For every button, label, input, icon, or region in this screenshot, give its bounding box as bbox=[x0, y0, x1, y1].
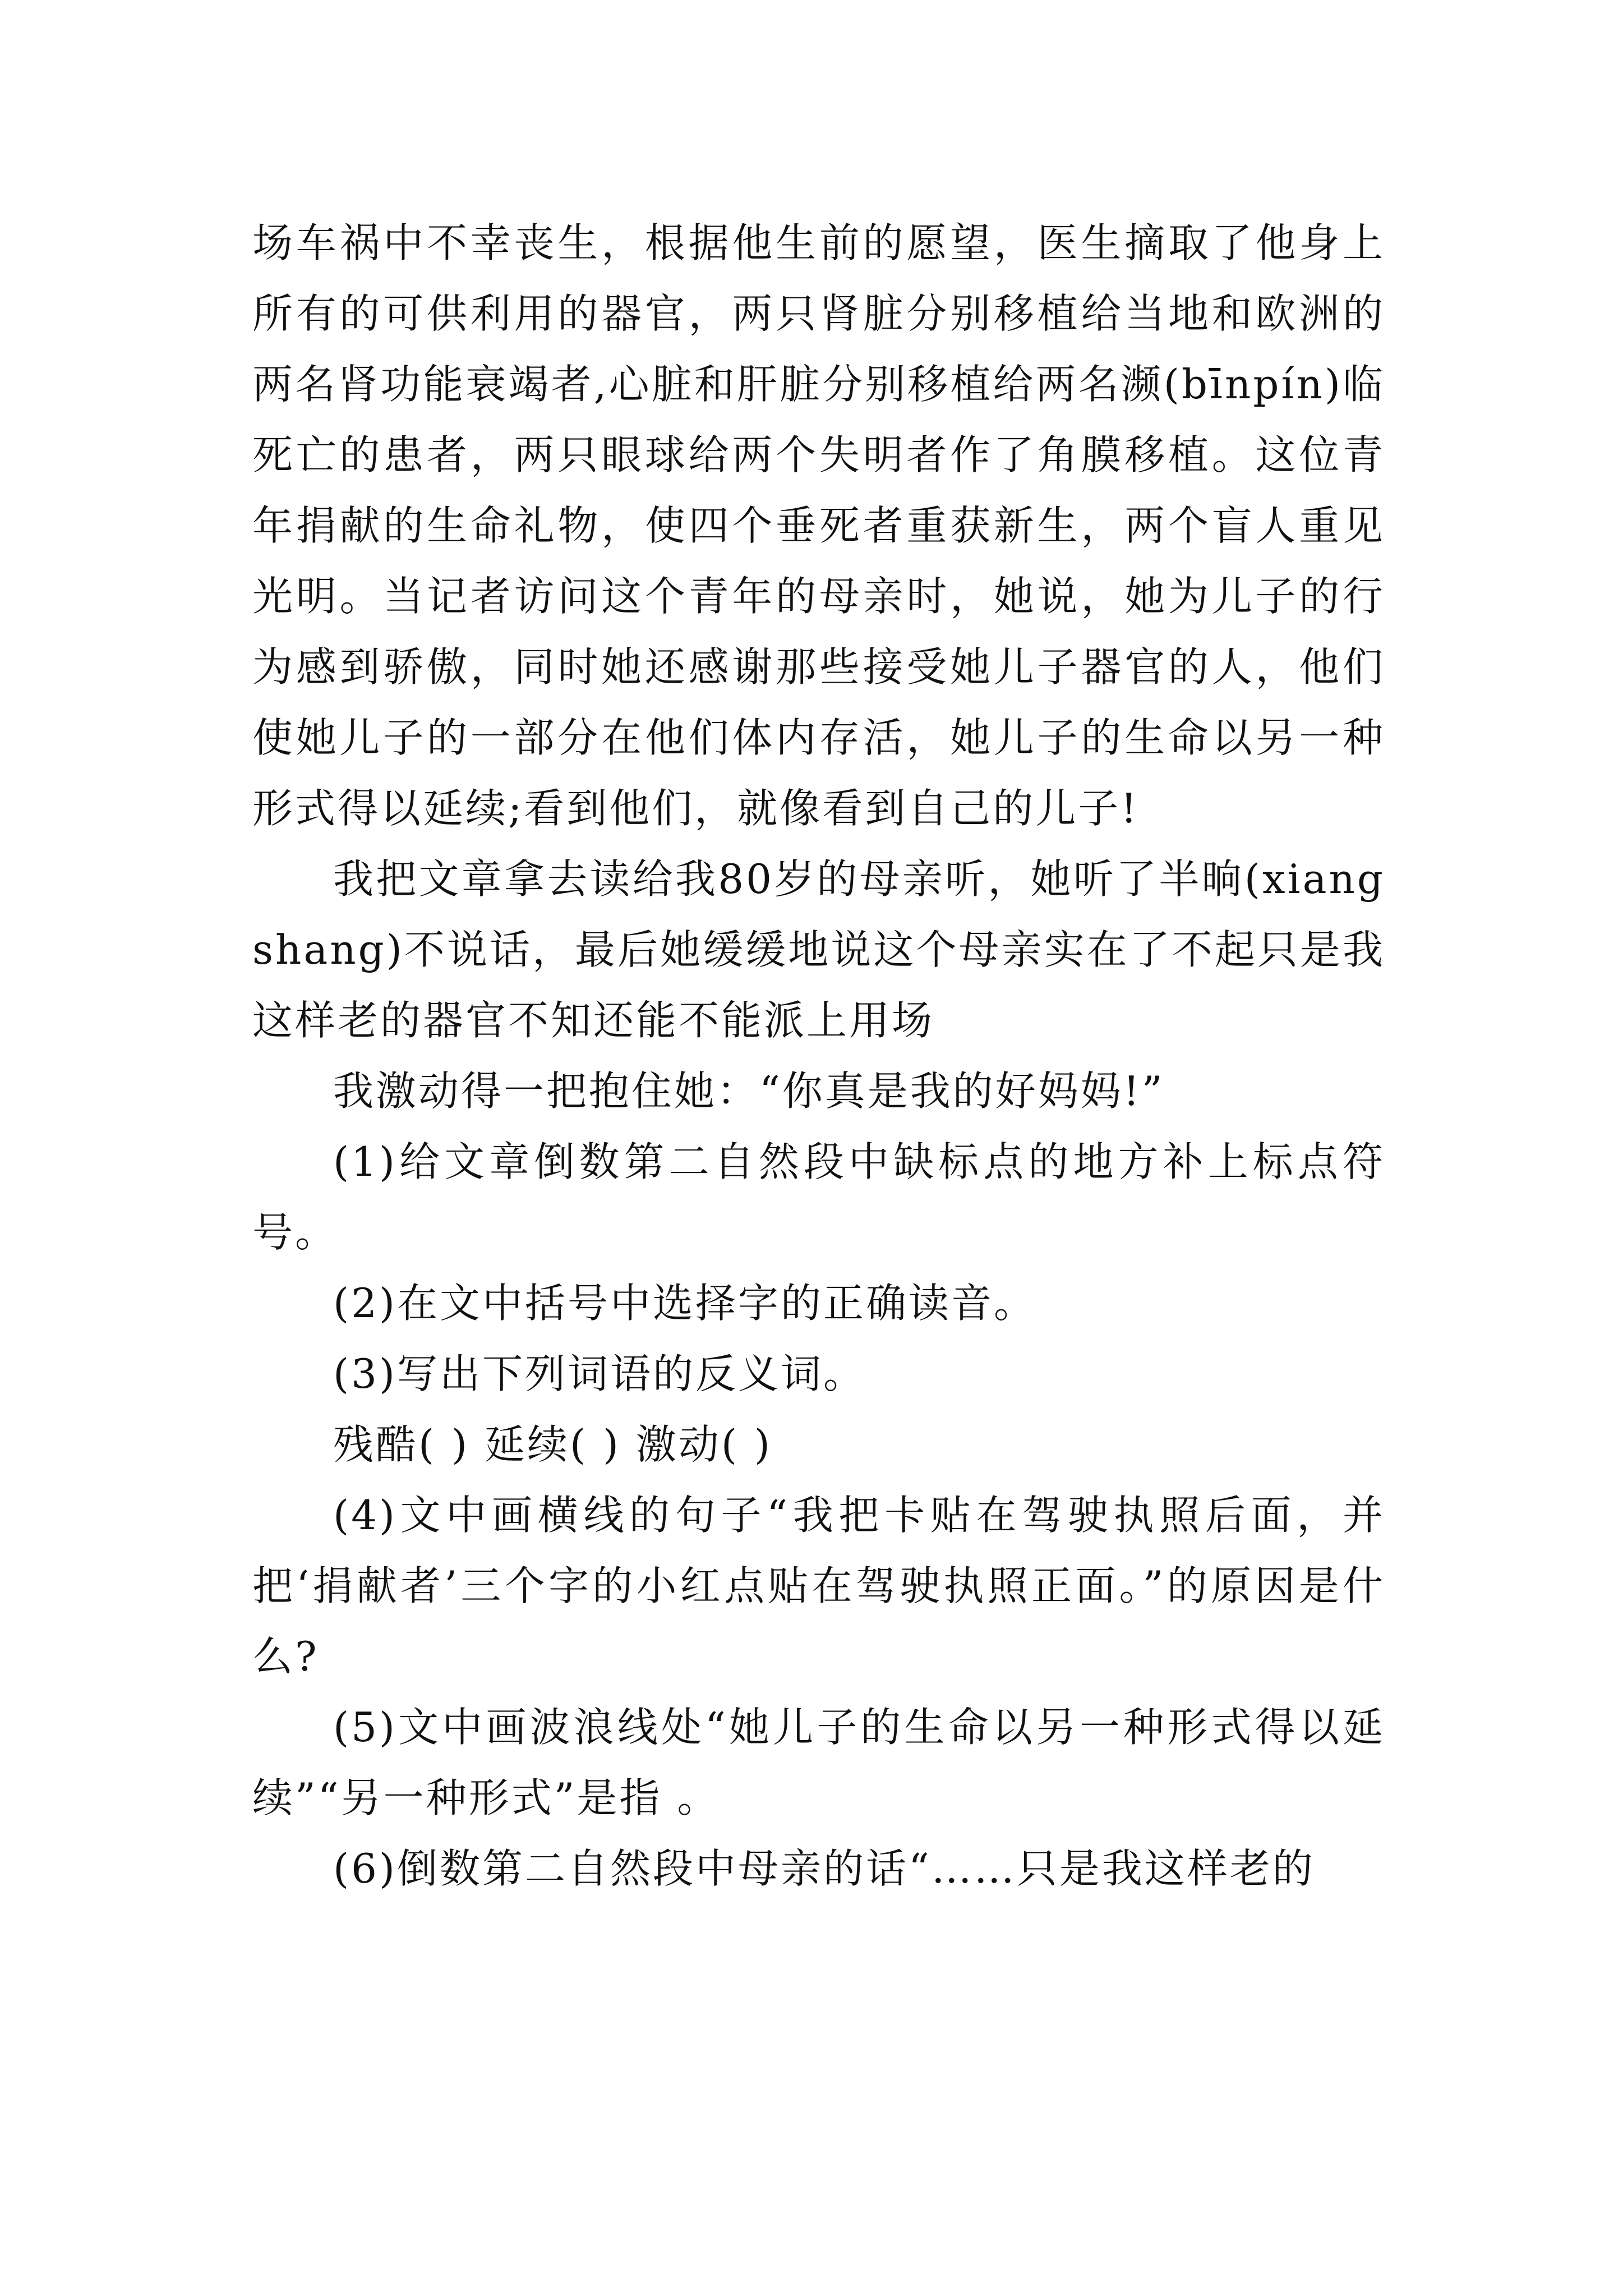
passage-paragraph: 我激动得一把抱住她：“你真是我的好妈妈!” bbox=[333, 1068, 1165, 1115]
question-4: (4)文中画横线的句子“我把卡贴在驾驶执照后面，并把‘捐献者’三个字的小红点贴在驾驶执照正面。”的原因是什么? bbox=[252, 1492, 1385, 1680]
passage-paragraph: 我把文章拿去读给我80岁的母亲听，她听了半晌(xiangshang)不说话，最后她缓缓地说这个母亲实在了不起只是我这样老的器官不知还能不能派上用场 bbox=[252, 855, 1385, 1044]
question-1: (1)给文章倒数第二自然段中缺标点的地方补上标点符号。 bbox=[252, 1138, 1385, 1256]
question-5: (5)文中画波浪线处“她儿子的生命以另一种形式得以延续”“另一种形式”是指 。 bbox=[252, 1704, 1385, 1821]
question-3-items: 残酷( ) 延续( ) 激动( ) bbox=[333, 1421, 772, 1468]
question-3: (3)写出下列词语的反义词。 bbox=[333, 1350, 866, 1397]
question-2: (2)在文中括号中选择字的正确读音。 bbox=[333, 1280, 1036, 1327]
question-6: (6)倒数第二自然段中母亲的话“……只是我这样老的 bbox=[333, 1845, 1315, 1892]
passage-paragraph: 场车祸中不幸丧生，根据他生前的愿望，医生摘取了他身上所有的可供利用的器官，两只肾脏分别移植给当地和欧洲的两名肾功能衰竭者,心脏和肝脏分别移植给两名濒(bīnpín)临死亡的患者，两只眼球给两个失明者作了角膜移植。这位青年捐献的生命礼物，使四个垂死者重获新生，两个盲人重见光明。当记者访问这个青年的母亲时，她说，她为儿子的行为感到骄傲，同时她还感谢那些接受她儿子器官的人，他们使她儿子的一部分在他们体内存活，她儿子的生命以另一种形式得以延续;看到他们，就像看到自己的儿子! bbox=[252, 219, 1385, 832]
document-body bbox=[252, 208, 1385, 1904]
